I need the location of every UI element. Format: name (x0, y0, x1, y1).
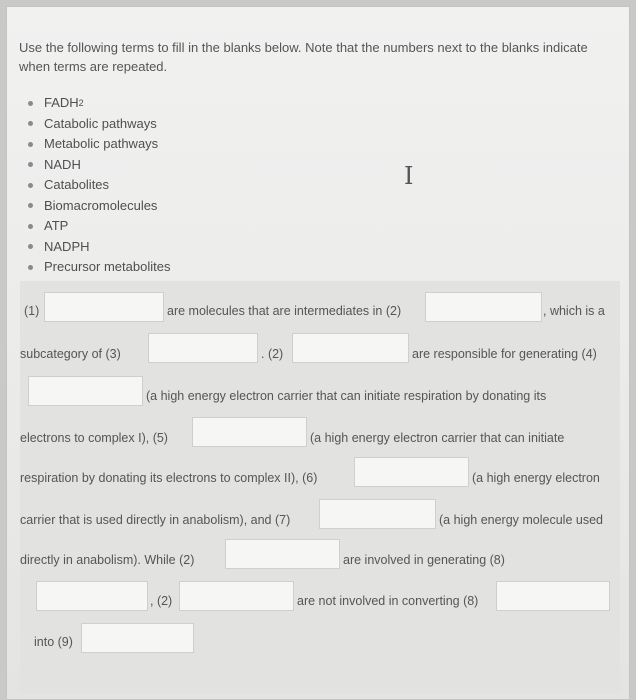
blank-5-input[interactable] (192, 417, 307, 447)
blank-2d-input[interactable] (179, 581, 294, 611)
list-item: NADPH (28, 237, 170, 258)
bullet-icon (28, 183, 33, 188)
sentence-text: are molecules that are intermediates in (2) (167, 304, 402, 318)
instructions-text: Use the following terms to fill in the blanks below. Note that the numbers next to the blanks indicate when terms are repeated. (19, 40, 588, 74)
sentence-text: are responsible for generating (4) (412, 347, 597, 361)
sentence-text: (a high energy electron carrier that can initiate respiration by donating its (146, 389, 547, 403)
sentence-text: subcategory of (3) (20, 347, 121, 361)
blank-4-input[interactable] (28, 376, 143, 406)
blank-2c-input[interactable] (225, 539, 340, 569)
blank-8b-input[interactable] (496, 581, 610, 611)
blank-8-input[interactable] (36, 581, 148, 611)
list-item: Catabolites (28, 175, 170, 196)
list-item: Catabolic pathways (28, 114, 170, 135)
list-item: Precursor metabolites (28, 257, 170, 278)
blank-3-input[interactable] (148, 333, 258, 363)
bullet-icon (28, 121, 33, 126)
sentence-text: are not involved in converting (8) (297, 594, 479, 608)
bullet-icon (28, 162, 33, 167)
list-item: ATP (28, 216, 170, 237)
sentence-text: electrons to complex I), (5) (20, 431, 168, 445)
blank-6-input[interactable] (354, 457, 469, 487)
bullet-icon (28, 244, 33, 249)
list-item: Metabolic pathways (28, 134, 170, 155)
sentence-text: directly in anabolism). While (2) (20, 553, 195, 567)
text-cursor-icon: I (404, 162, 414, 190)
blank-7-input[interactable] (319, 499, 436, 529)
sentence-text: . (2) (261, 347, 284, 361)
sentence-text: into (9) (34, 635, 73, 649)
fill-in-panel (20, 281, 620, 694)
list-item: NADH (28, 155, 170, 176)
bullet-icon (28, 265, 33, 270)
bullet-icon (28, 142, 33, 147)
sentence-text: , which is a (543, 304, 605, 318)
sentence-text: (a high energy electron carrier that can initiate (310, 431, 565, 445)
blank-9-input[interactable] (81, 623, 194, 653)
bullet-icon (28, 224, 33, 229)
sentence-text: carrier that is used directly in anabolism), and (7) (20, 513, 291, 527)
blank-1-input[interactable] (44, 292, 164, 322)
term-list (28, 93, 170, 278)
blank-2-input[interactable] (425, 292, 542, 322)
sentence-text: , (2) (150, 594, 173, 608)
bullet-icon (28, 101, 33, 106)
sentence-text: are involved in generating (8) (343, 553, 505, 567)
sentence-text: respiration by donating its electrons to complex II), (6) (20, 471, 318, 485)
blank-label-1: (1) (24, 304, 40, 318)
list-item: Biomacromolecules (28, 196, 170, 217)
bullet-icon (28, 203, 33, 208)
list-item: FADH 2 (28, 93, 170, 114)
blank-2b-input[interactable] (292, 333, 409, 363)
sentence-text: (a high energy electron (472, 471, 600, 485)
sentence-text: (a high energy molecule used (439, 513, 603, 527)
